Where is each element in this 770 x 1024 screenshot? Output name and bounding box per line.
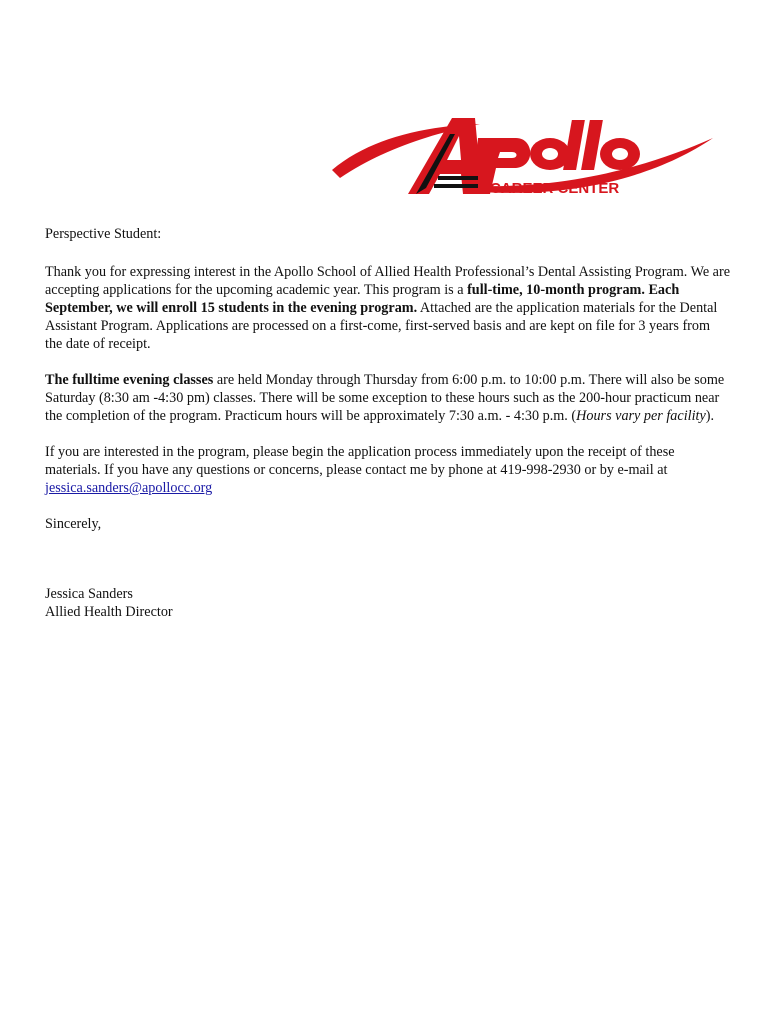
logo-tagline: CAREER CENTER xyxy=(490,180,620,197)
paragraph-program-intro xyxy=(45,263,730,353)
hours-text: are held Monday through Thursday from 6:00 p.m. to 10:00 p.m. There will also be some Saturday (8:30 am -4:30 pm) classes. There will be some exception to these hours such as the 200-hour practicum near the completion of the program. Practicum hours will be approximately 7:30 a.m. - 4:30 p.m. ( xyxy=(45,372,725,424)
closing: Sincerely, xyxy=(45,516,102,532)
apollo-logo-graphic xyxy=(330,108,715,203)
paragraph-class-hours xyxy=(45,371,730,425)
hours-text-end: ). xyxy=(705,408,715,424)
signature-block xyxy=(45,585,730,621)
intro-bold-text: full-time, 10-month program. Each September, we will enroll 15 students in the evening program. xyxy=(45,282,680,316)
contact-text: If you are interested in the program, please begin the application process immediately upon the receipt of these materials. If you have any questions or concerns, please contact me by phone at 419-998-2930 or by e-mail at xyxy=(45,444,675,478)
apollo-career-center-logo xyxy=(330,108,715,203)
intro-text: Thank you for expressing interest in the Apollo School of Allied Health Professional’s Dental Assisting Program. We are accepting applications for the upcoming academic year. This program is a xyxy=(45,264,731,298)
signature-title: Allied Health Director xyxy=(45,604,173,620)
paragraph-contact xyxy=(45,443,730,497)
signature-name: Jessica Sanders xyxy=(45,586,133,602)
email-link[interactable]: jessica.sanders@apollocc.org xyxy=(45,480,213,496)
salutation: Perspective Student: xyxy=(45,226,162,242)
letter-body xyxy=(45,225,730,639)
intro-text-end: Attached are the application materials for the Dental Assistant Program. Applications are processed on a first-come, first-served basis and are kept on file for 3 years from the date of receipt. xyxy=(45,300,718,352)
hours-italic-text: Hours vary per facility xyxy=(576,408,706,424)
logo-letter-l2 xyxy=(581,120,603,170)
hours-bold-text: The fulltime evening classes xyxy=(45,372,214,388)
logo-stripe xyxy=(438,176,478,180)
